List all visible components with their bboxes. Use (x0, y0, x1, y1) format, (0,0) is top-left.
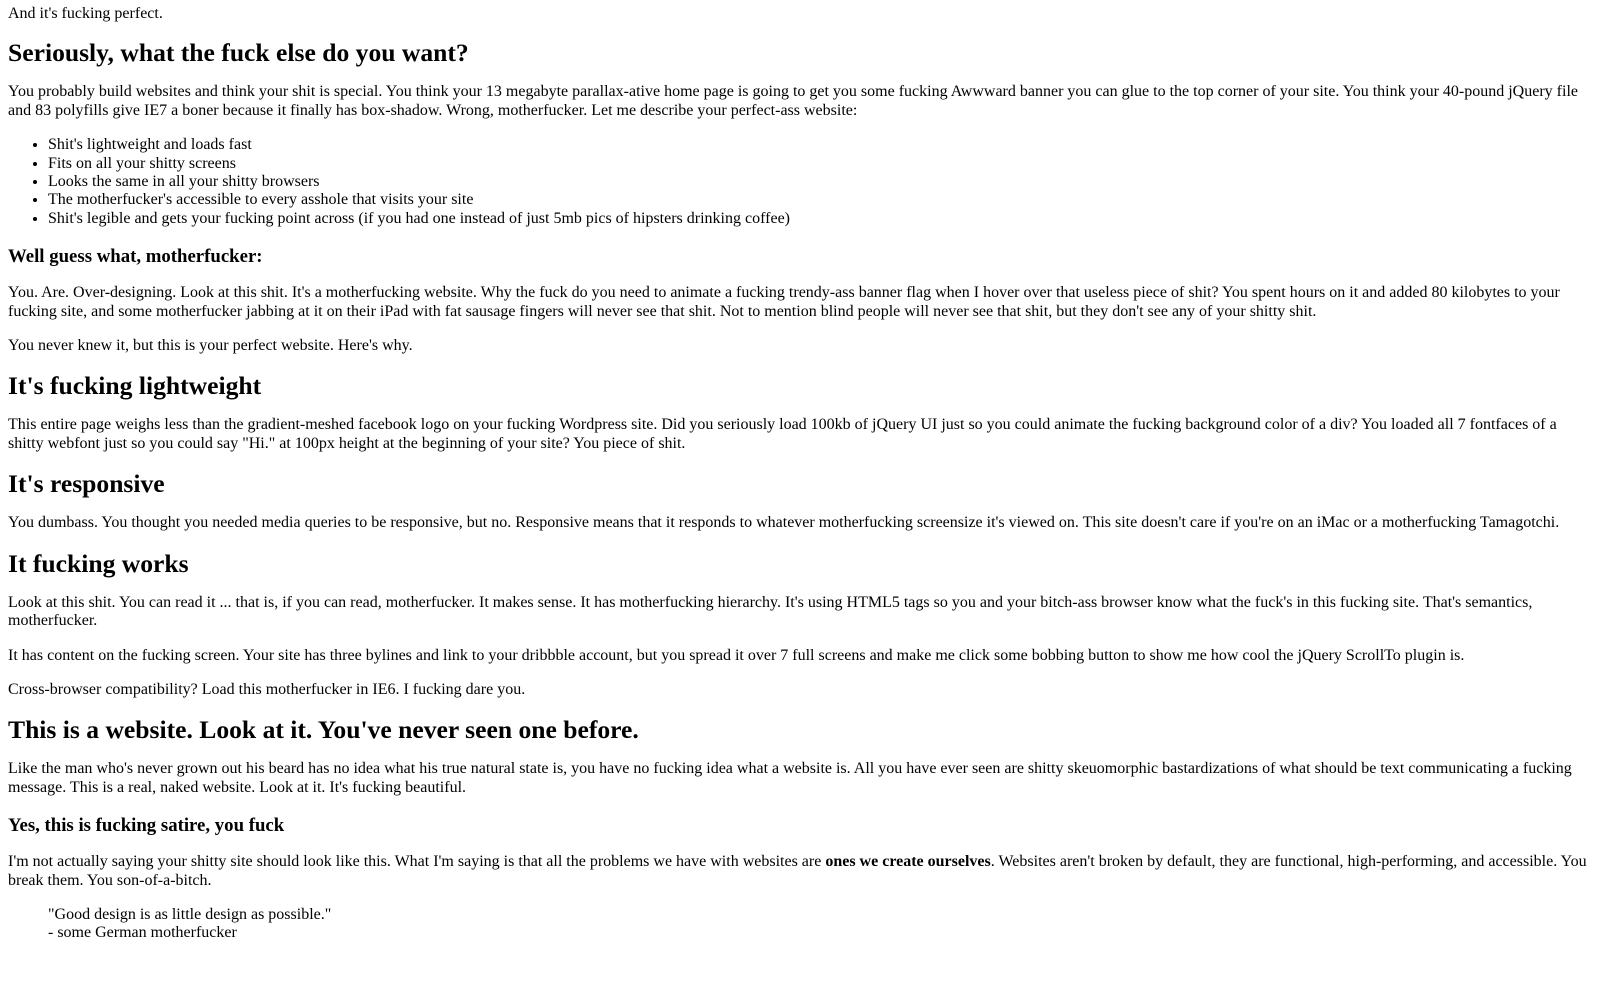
paragraph-over-designing: You. Are. Over-designing. Look at this shit. It's a motherfucking website. Why the fuck do you need to animate a fucking trendy-ass banner flag when I hover over that useless piece of shit? You spent hours on it and added 80 kilobytes to your fucking site, and some motherfucker jabbing at it on their iPad with fat sausage fingers will never see that shit. Not to mention blind people will never see that shit, but they don't see any of your shitty shit. (8, 284, 1560, 320)
heading-satire: Yes, this is fucking satire, you fuck (8, 815, 285, 837)
list-item: • The motherfucker's accessible to every asshole that visits your site (48, 191, 1592, 209)
paragraph-cross-browser: Cross-browser compatibility? Load this motherfucker in IE6. I fucking dare you. (8, 680, 526, 698)
quote-block (48, 906, 1552, 943)
heading-works: It fucking works (8, 548, 189, 578)
paragraph-lightweight: This entire page weighs less than the gradient-meshed facebook logo on your fucking Wordpress site. Did you seriously load 100kb of jQuery UI just so you could animate the fucking background color of a div? You loaded all 7 fontfaces of a shitty webfont just so you could say "Hi." at 100px height at the beginning of your site? You piece of shit. (8, 416, 1557, 452)
paragraph-want: You probably build websites and think your shit is special. You think your 13 megabyte parallax-ative home page is going to get you some fucking Awwward banner you can glue to the top corner of your site. You think your 40-pound jQuery file and 83 polyfills give IE7 a boner because it finally has box-shadow. Wrong, motherfucker. Let me describe your perfect-ass website: (8, 83, 1578, 119)
paragraph-readable: Look at this shit. You can read it ... that is, if you can read, motherfucker. It makes sense. It has motherfucking hierarchy. It's using HTML5 tags so you and your bitch-ass browser know what the fuck's in this fucking site. That's semantics, motherfucker. (8, 593, 1533, 630)
heading-responsive: It's responsive (8, 469, 165, 499)
list-item: • Fits on all your shitty screens (48, 155, 1592, 173)
heading-website: This is a website. Look at it. You've never seen one before. (8, 715, 639, 745)
paragraph-content: It has content on the fucking screen. Your site has three bylines and link to your dribbble account, but you spread it over 7 full screens and make me click some bobbing button to show me how cool the jQuery ScrollTo plugin is. (8, 646, 1465, 664)
intro-text: And it's fucking perfect. (8, 5, 163, 22)
paragraph-responsive: You dumbass. You thought you needed media queries to be responsive, but no. Responsive means that it responds to whatever motherfucking screensize it's viewed on. This site doesn't care if you're on an iMac or a motherfucking Tamagotchi. (8, 514, 1560, 532)
satire-text-bold: ones we create ourselves (825, 853, 991, 871)
heading-lightweight: It's fucking lightweight (8, 371, 262, 401)
paragraph-satire (8, 853, 1592, 890)
satire-text-end: . Websites aren't broken by default, they are functional, high-performing, and accessible. You break them. You son-of-a-bitch. (8, 853, 1587, 889)
list-item: • Looks the same in all your shitty browsers (48, 173, 1592, 191)
paragraph-website: Like the man who's never grown out his beard has no idea what his true natural state is, you have no fucking idea what a website is. All you have ever seen are shitty skeuomorphic bastardizations of what should be text communicating a fucking message. This is a real, naked website. Look at it. It's fucking beautiful. (8, 760, 1572, 796)
heading-want: Seriously, what the fuck else do you want? (8, 38, 469, 68)
heading-guess: Well guess what, motherfucker: (8, 246, 263, 268)
quote-text: "Good design is as little design as possible." (48, 905, 332, 923)
satire-text-start: I'm not actually saying your shitty site should look like this. What I'm saying is that all the problems we have with websites are (8, 853, 826, 871)
paragraph-perfect-website: You never knew it, but this is your perfect website. Here's why. (8, 337, 413, 355)
website-qualities-list (8, 136, 1592, 228)
quote-attribution: - some German motherfucker (48, 924, 237, 942)
list-item: • Shit's legible and gets your fucking point across (if you had one instead of just 5mb pics of hipsters drinking coffee) (48, 210, 1592, 228)
list-item: • Shit's lightweight and loads fast (48, 136, 1592, 154)
